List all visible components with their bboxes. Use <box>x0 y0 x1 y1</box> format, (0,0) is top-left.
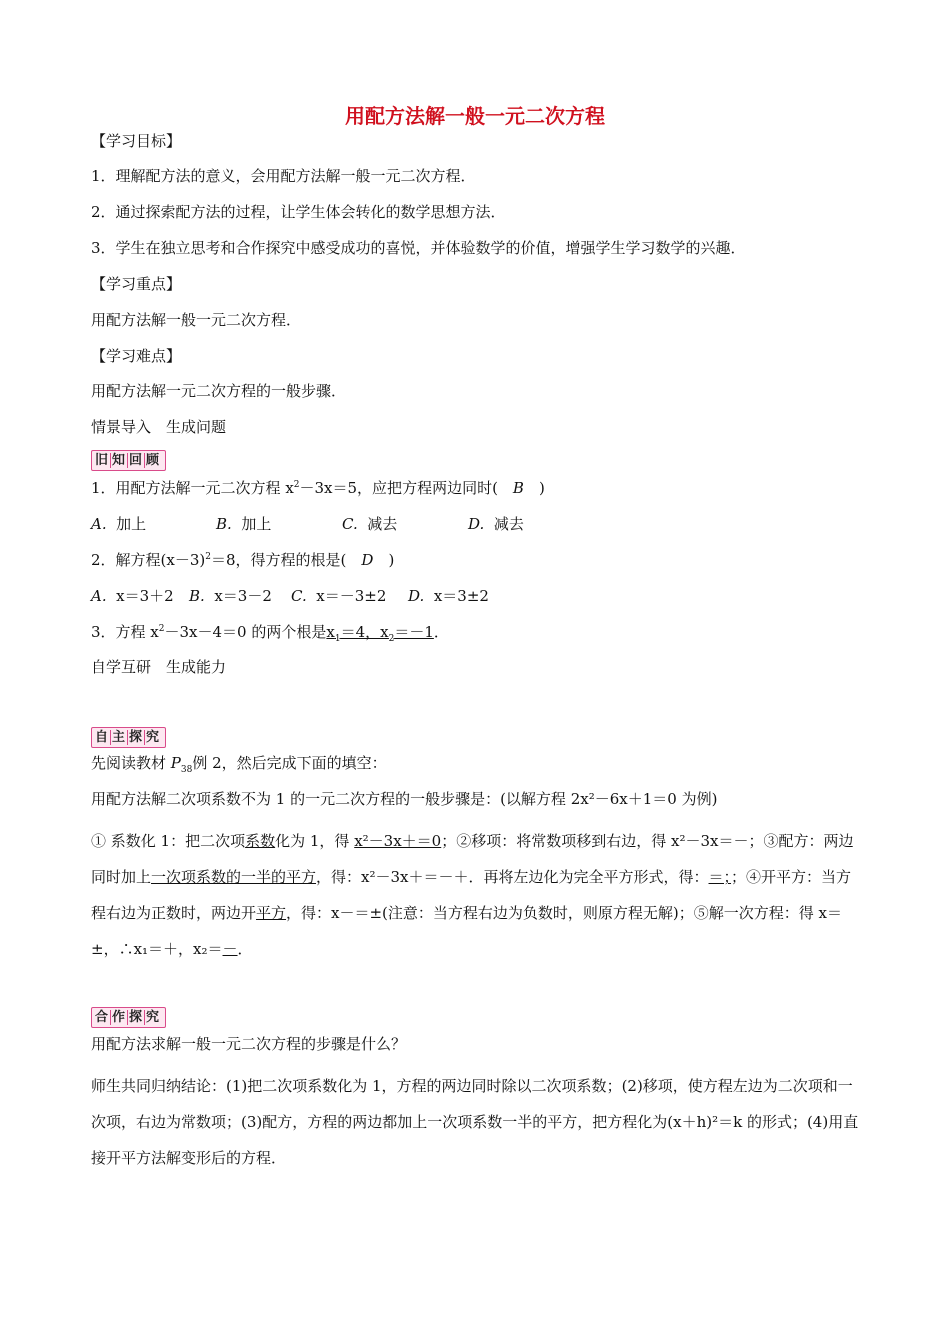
q2-option-c: C. x＝－3±2 <box>291 587 387 605</box>
q2-option-a: A. x＝3＋2 <box>91 587 174 605</box>
explore-badge-char: 探 <box>129 730 144 745</box>
q1-suffix: －3x＝5，应把方程两边同时( <box>299 479 513 497</box>
q3-exp: 2 <box>158 624 165 634</box>
explore-badge-char: 究 <box>146 730 161 745</box>
objective-2: 2．通过探索配方法的过程，让学生体会转化的数学思想方法． <box>91 203 506 221</box>
review-badge-char: 回 <box>129 453 144 468</box>
explore-steps-intro: 用配方法解二次项系数不为 1 的一元二次方程的一般步骤是：(以解方程 2x²－6x＋1＝0 为例) <box>91 790 718 808</box>
q2-option-b: B. x＝3－2 <box>189 587 272 605</box>
q1-option-b: B. 加上 <box>216 515 272 533</box>
difficulty-heading: 【学习难点】 <box>91 347 182 365</box>
objective-3: 3．学生在独立思考和合作探究中感受成功的喜悦，并体验数学的价值，增强学生学习数学的兴趣． <box>91 239 746 257</box>
explore-badge <box>91 727 166 748</box>
q2-close: ) <box>373 551 395 569</box>
q1-option-a: A. 加上 <box>91 515 147 533</box>
explore-badge-char: 自 <box>95 730 110 745</box>
q2-exp: 2 <box>205 552 211 562</box>
question-1-options <box>91 513 524 534</box>
q3-prefix: 3．方程 x <box>91 623 159 641</box>
q2-prefix: 2．解方程(x－3) <box>91 551 206 569</box>
q2-option-d: D. x＝3±2 <box>408 587 489 605</box>
coop-badge-char: 究 <box>146 1010 161 1025</box>
q1-close: ) <box>523 479 545 497</box>
coop-badge-char: 合 <box>95 1010 110 1025</box>
q2-answer: D <box>361 551 374 569</box>
explore-badge-char: 主 <box>112 730 127 745</box>
q1-option-c: C. 减去 <box>342 515 398 533</box>
objective-1: 1．理解配方法的意义，会用配方法解一般一元二次方程． <box>91 167 476 185</box>
intro-section-label: 情景导入 生成问题 <box>91 418 227 436</box>
objectives-heading: 【学习目标】 <box>91 132 182 150</box>
q1-answer: B <box>512 479 524 497</box>
question-2-options <box>91 585 489 606</box>
explore-read-instruction: 先阅读教材 $P_{38}$例 2，然后完成下面的填空： <box>91 754 387 775</box>
coop-badge <box>91 1007 166 1028</box>
review-badge-char: 知 <box>112 453 127 468</box>
explore-steps-paragraph: ① 系数化 1：把二次项系数化为 1，得 x²－3x＋＝0；②移项：将常数项移到右边，得 x²－3x＝－；③配方：两边同时加上一次项系数的一半的平方，得：x²－3x＋＝－＋．再将左边化为完全平方形式，得：＝；；④开平方：当方程右边为正数时，两边开平方，得：x－＝±(注意：当方程右边为负数时，则原方程无解)；⑤解一次方程：得 x＝±，∴x₁＝＋，x₂＝－． <box>91 832 854 958</box>
q3-end: ． <box>433 623 449 641</box>
question-2 <box>91 549 394 570</box>
page-title: 用配方法解一般一元二次方程 <box>345 104 605 128</box>
key-points-heading: 【学习重点】 <box>91 275 182 293</box>
q1-prefix: 1．用配方法解一元二次方程 x <box>91 479 294 497</box>
q2-suffix: ＝8，得方程的根是( <box>211 551 362 569</box>
review-badge <box>91 450 166 471</box>
q3-answer: $x_1=4$，$x_2=-1$ <box>326 623 434 644</box>
coop-conclusion: 师生共同归纳结论：(1)把二次项系数化为 1，方程的两边同时除以二次项系数；(2)移项，使方程左边为二次项和一次项，右边为常数项；(3)配方，方程的两边都加上一次项系数一半的平方，把方程化为(x＋h)²＝k 的形式；(4)用直接开平方法解变形后的方程． <box>91 1077 859 1167</box>
q1-exp: 2 <box>293 480 300 490</box>
question-3 <box>91 621 449 644</box>
coop-question: 用配方法求解一般一元二次方程的步骤是什么？ <box>91 1035 407 1053</box>
question-1 <box>91 477 545 498</box>
coop-badge-char: 作 <box>112 1010 127 1025</box>
key-points-text: 用配方法解一般一元二次方程． <box>91 311 302 329</box>
q3-mid: －3x－4＝0 的两个根是 <box>164 623 327 641</box>
review-badge-char: 顾 <box>146 453 161 468</box>
review-badge-char: 旧 <box>95 453 110 468</box>
difficulty-text: 用配方法解一元二次方程的一般步骤． <box>91 382 347 400</box>
self-study-section-label: 自学互研 生成能力 <box>91 658 227 676</box>
q1-option-d: D. 减去 <box>468 515 524 533</box>
coop-badge-char: 探 <box>129 1010 144 1025</box>
